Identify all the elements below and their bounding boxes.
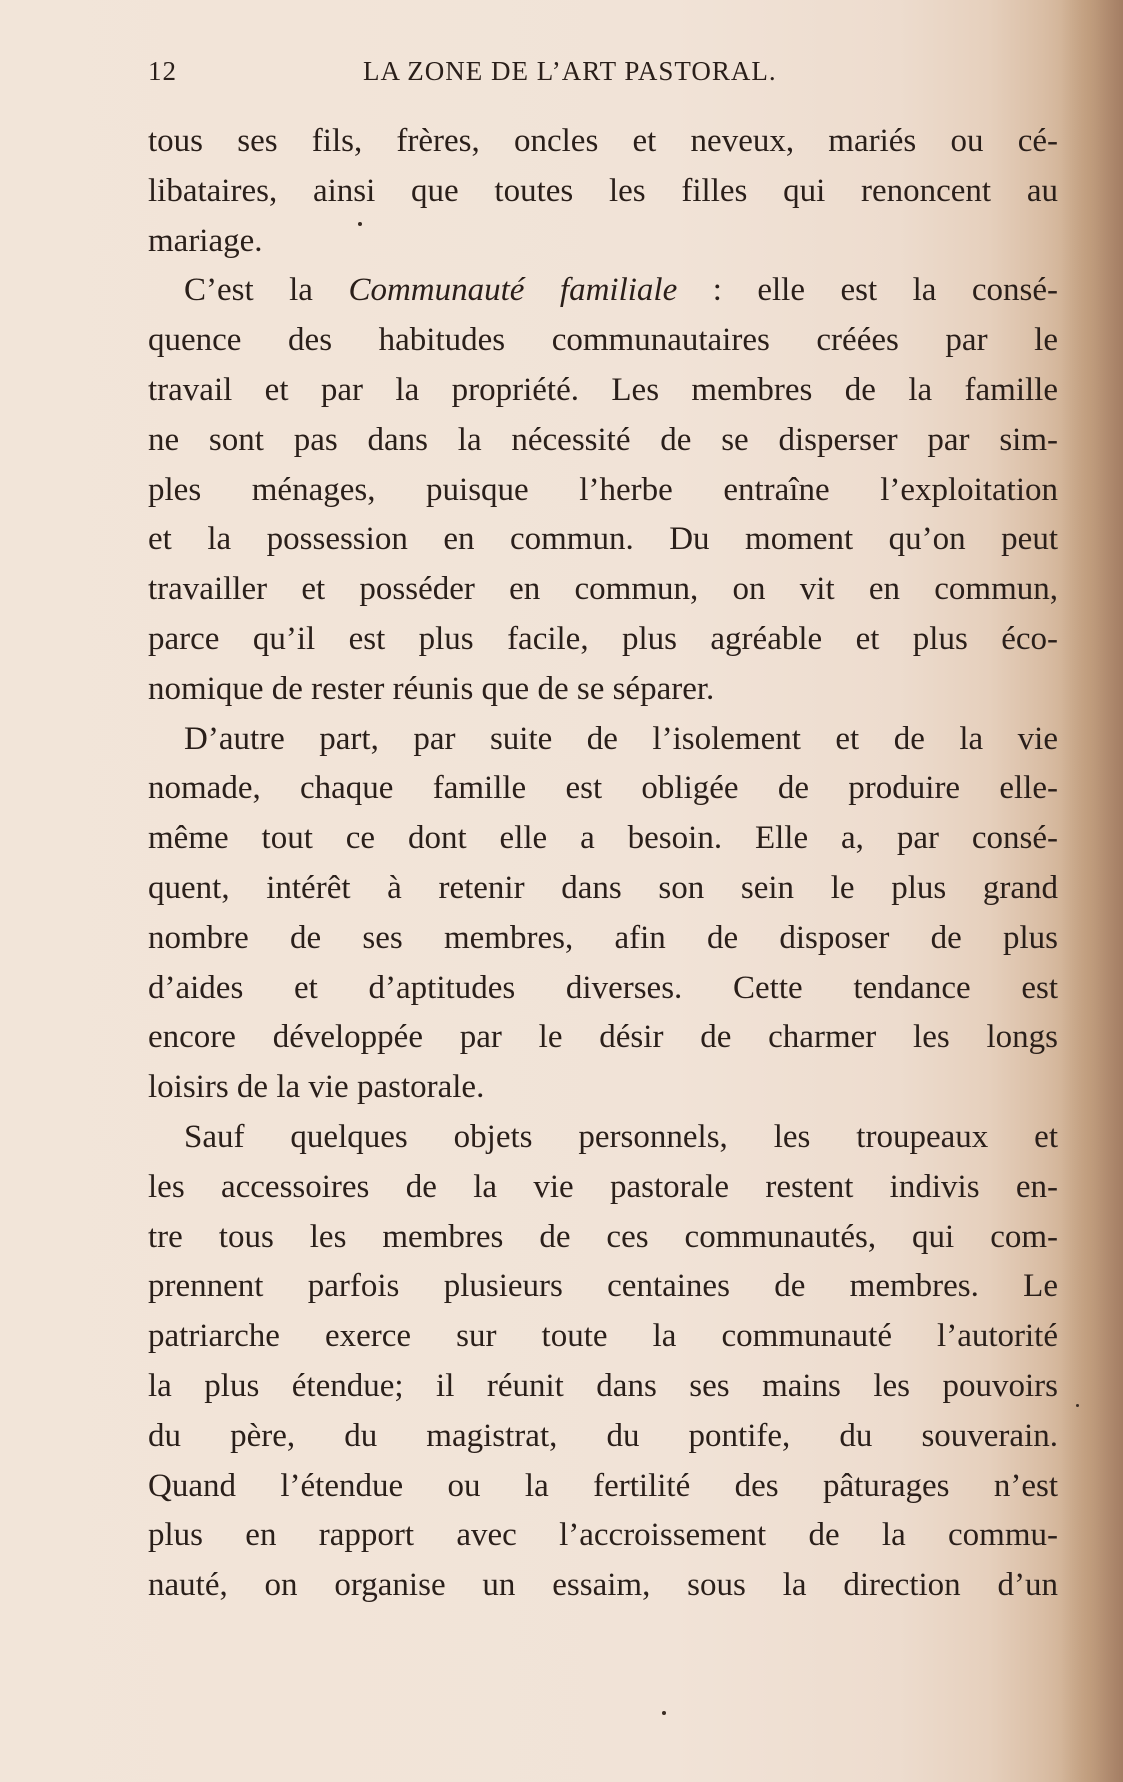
page-number: 12 (148, 56, 177, 86)
text-line-start: C’est la (184, 272, 349, 309)
ink-speck (662, 1711, 666, 1715)
text-line: prennent parfois plusieurs centaines de membres. Le (148, 1268, 1058, 1305)
text-line: et la possession en commun. Du moment qu’on peut (148, 521, 1058, 558)
text-line: tous ses fils, frères, oncles et neveux, mariés ou cé- (148, 123, 1058, 159)
text-line: quent, intérêt à retenir dans son sein le plus grand (148, 869, 1058, 906)
text-line: Sauf quelques objets personnels, les troupeaux et (184, 1118, 1058, 1155)
text-line: patriarche exerce sur toute la communauté l’autorité (148, 1318, 1058, 1355)
text-line: ne sont pas dans la nécessité de se disperser par sim- (148, 421, 1058, 458)
text-line: travail et par la propriété. Les membres de la famille (148, 371, 1058, 408)
italic-term: Communauté familiale (348, 272, 678, 309)
text-line-end: : elle est la consé- (677, 272, 1059, 309)
text-line: nauté, on organise un essaim, sous la direction d’un (148, 1567, 1058, 1604)
text-line: tre tous les membres de ces communautés, qui com- (148, 1218, 1058, 1255)
text-line: d’aides et d’aptitudes diverses. Cette tendance est (148, 969, 1058, 1006)
text-line: nombre de ses membres, afin de disposer de plus (148, 919, 1058, 956)
text-line: ples ménages, puisque l’herbe entraîne l’exploitation (148, 471, 1058, 508)
ink-speck (358, 222, 362, 226)
page-edge-shadow (1061, 0, 1123, 1782)
text-line: du père, du magistrat, du pontife, du souverain. (148, 1417, 1058, 1454)
text-line: mariage. (148, 222, 263, 259)
text-line: même tout ce dont elle a besoin. Elle a, par consé- (148, 820, 1058, 857)
text-line: D’autre part, par suite de l’isolement et de la vie (184, 720, 1058, 757)
text-line: nomique de rester réunis que de se séparer. (148, 670, 715, 707)
text-line: quence des habitudes communautaires créées par le (148, 322, 1058, 359)
ink-speck (1076, 1404, 1079, 1407)
running-title: LA ZONE DE L’ART PASTORAL. (363, 56, 777, 86)
text-line: les accessoires de la vie pastorale restent indivis en- (148, 1168, 1058, 1205)
running-head (148, 56, 1098, 96)
body-text (148, 117, 1058, 1611)
text-line: Quand l’étendue ou la fertilité des pâturages n’est (148, 1467, 1058, 1504)
text-line: parce qu’il est plus facile, plus agréable et plus éco- (148, 620, 1058, 657)
text-line: nomade, chaque famille est obligée de produire elle- (148, 770, 1058, 807)
text-line: libataires, ainsi que toutes les filles qui renoncent au (148, 172, 1058, 209)
text-line (148, 266, 1058, 316)
text-line: loisirs de la vie pastorale. (148, 1069, 485, 1106)
text-line: la plus étendue; il réunit dans ses mains les pouvoirs (148, 1367, 1058, 1404)
text-line: encore développée par le désir de charmer les longs (148, 1019, 1058, 1056)
text-line: plus en rapport avec l’accroissement de la commu- (148, 1517, 1058, 1554)
text-line: travailler et posséder en commun, on vit en commun, (148, 571, 1058, 608)
